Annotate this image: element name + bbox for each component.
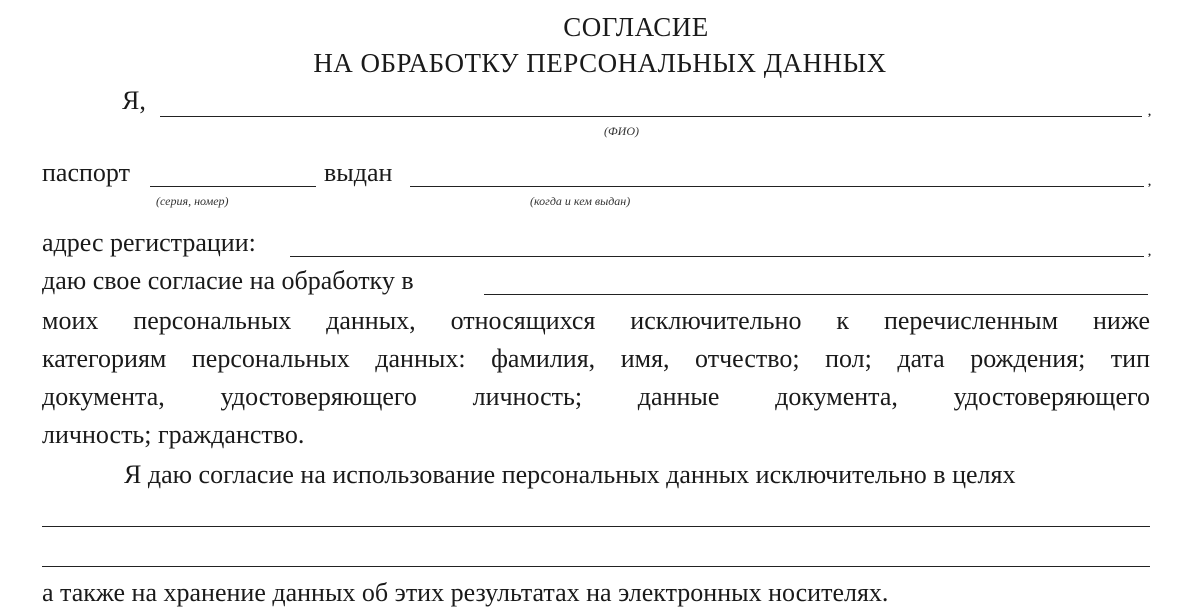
consent-label: даю свое согласие на обработку в bbox=[42, 266, 414, 295]
body-line-2: категориям персональных данных: фамилия, имя, отчество; пол; дата рождения; тип bbox=[42, 344, 1150, 373]
issued-comma: , bbox=[1148, 174, 1151, 188]
issued-caption: (когда и кем выдан) bbox=[530, 194, 631, 208]
organization-field-line[interactable] bbox=[484, 294, 1148, 295]
document-title: СОГЛАСИЕ bbox=[563, 12, 709, 42]
passport-field-line[interactable] bbox=[150, 186, 316, 187]
address-comma: , bbox=[1148, 244, 1151, 258]
document-subtitle: НА ОБРАБОТКУ ПЕРСОНАЛЬНЫХ ДАННЫХ bbox=[313, 48, 887, 78]
storage-sentence: а также на хранение данных об этих результатах на электронных носителях. bbox=[42, 578, 889, 607]
body-line-4: личность; гражданство. bbox=[42, 420, 305, 449]
issued-label: выдан bbox=[324, 158, 393, 187]
passport-caption: (серия, номер) bbox=[156, 194, 229, 208]
purpose-field-line-2[interactable] bbox=[42, 566, 1150, 567]
passport-label: паспорт bbox=[42, 158, 130, 187]
ya-label: Я, bbox=[122, 86, 146, 115]
issued-field-line[interactable] bbox=[410, 186, 1144, 187]
fio-comma: , bbox=[1148, 104, 1151, 118]
body-line-3: документа, удостоверяющего личность; данные документа, удостоверяющего bbox=[42, 382, 1150, 411]
address-field-line[interactable] bbox=[290, 256, 1144, 257]
fio-caption: (ФИО) bbox=[604, 124, 639, 138]
purpose-field-line-1[interactable] bbox=[42, 526, 1150, 527]
address-label: адрес регистрации: bbox=[42, 228, 256, 257]
purpose-sentence: Я даю согласие на использование персональных данных исключительно в целях bbox=[124, 460, 1016, 489]
fio-field-line[interactable] bbox=[160, 116, 1142, 117]
body-line-1: моих персональных данных, относящихся исключительно к перечисленным ниже bbox=[42, 306, 1150, 335]
